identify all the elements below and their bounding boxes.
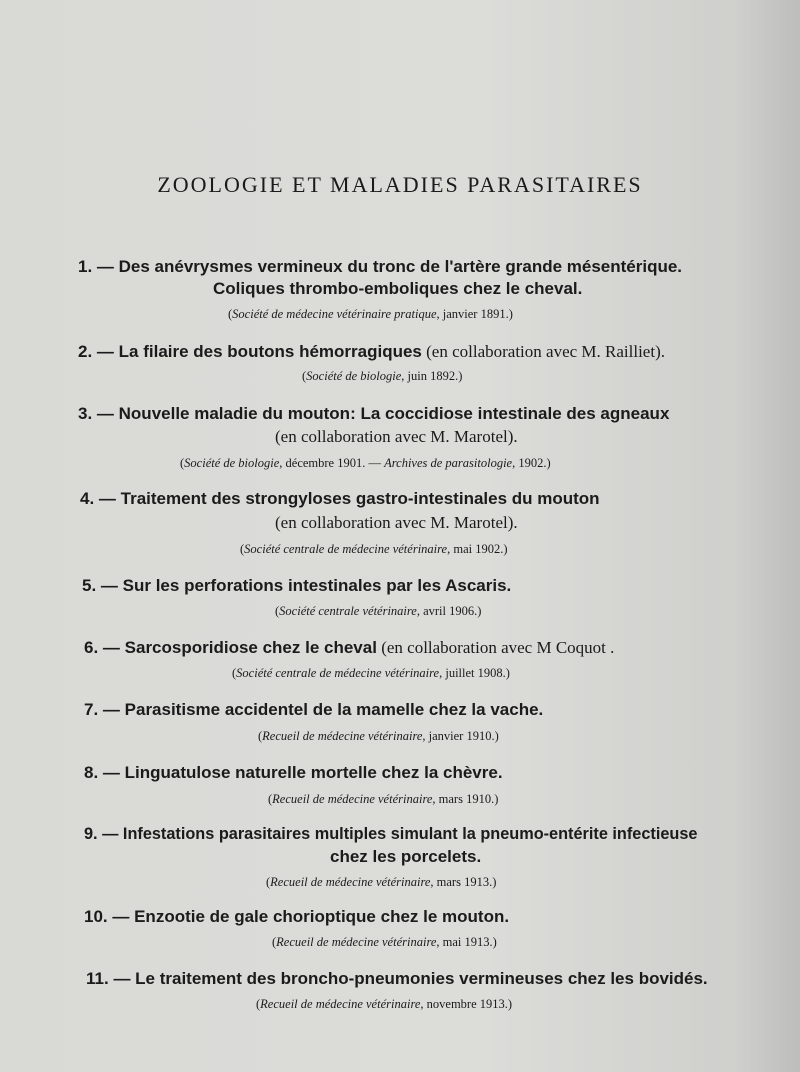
entry-11-title-line-1: 11. — Le traitement des broncho-pneumonies vermineuses chez les bovidés. — [86, 969, 708, 988]
entry-2-title-line-1: 2. — La filaire des boutons hémorragiques (en collaboration avec M. Railliet). — [78, 342, 665, 361]
entry-3-title-line-1: 3. — Nouvelle maladie du mouton: La coccidiose intestinale des agneaux — [78, 404, 670, 423]
entry-number: 8. — [84, 763, 99, 782]
entry-3-title-line-2: (en collaboration avec M. Marotel). — [275, 427, 518, 446]
entry-4-title-line-1: 4. — Traitement des strongyloses gastro-intestinales du mouton — [80, 489, 600, 508]
entry-5-reference: (Société centrale vétérinaire, avril 1906.) — [275, 604, 482, 618]
entry-number: 5. — [82, 576, 97, 595]
section-title: ZOOLOGIE ET MALADIES PARASITAIRES — [157, 172, 643, 197]
entry-number: 4. — [80, 489, 95, 508]
entry-number: 7. — [84, 700, 99, 719]
entry-3-reference: (Société de biologie, décembre 1901. — Archives de parasitologie, 1902.) — [180, 456, 551, 470]
entry-1-reference: (Société de médecine vétérinaire pratique, janvier 1891.) — [228, 307, 513, 321]
entry-9-reference: (Recueil de médecine vétérinaire, mars 1913.) — [266, 875, 497, 889]
entry-number: 1. — [78, 257, 93, 276]
entry-number: 9. — [84, 825, 98, 843]
entry-number: 6. — [84, 638, 99, 657]
entry-4-reference: (Société centrale de médecine vétérinaire, mai 1902.) — [240, 542, 508, 556]
entry-number: 2. — [78, 342, 93, 361]
entry-1-title-line-1: 1. — Des anévrysmes vermineux du tronc de l'artère grande mésentérique. — [78, 257, 683, 276]
entry-8-title-line-1: 8. — Linguatulose naturelle mortelle chez la chèvre. — [84, 763, 503, 782]
entry-10-title-line-1: 10. — Enzootie de gale chorioptique chez le mouton. — [84, 907, 510, 926]
entry-7-reference: (Recueil de médecine vétérinaire, janvier 1910.) — [258, 729, 499, 743]
entry-7-title-line-1: 7. — Parasitisme accidentel de la mamelle chez la vache. — [84, 700, 544, 719]
entry-9-title-line-2: chez les porcelets. — [330, 847, 482, 866]
entry-2-reference: (Société de biologie, juin 1892.) — [302, 369, 463, 383]
entry-number: 3. — [78, 404, 93, 423]
entry-5-title-line-1: 5. — Sur les perforations intestinales par les Ascaris. — [82, 576, 512, 595]
entry-6-title-line-1: 6. — Sarcosporidiose chez le cheval (en collaboration avec M Coquot . — [84, 638, 615, 657]
entry-8-reference: (Recueil de médecine vétérinaire, mars 1910.) — [268, 792, 499, 806]
entry-10-reference: (Recueil de médecine vétérinaire, mai 1913.) — [272, 935, 497, 949]
entry-11-reference: (Recueil de médecine vétérinaire, novembre 1913.) — [256, 997, 513, 1011]
entry-6-reference: (Société centrale de médecine vétérinaire, juillet 1908.) — [232, 666, 510, 680]
entry-number: 10. — [84, 907, 108, 926]
entry-1-title-line-2: Coliques thrombo-emboliques chez le cheval. — [213, 279, 583, 298]
entry-4-title-line-2: (en collaboration avec M. Marotel). — [275, 513, 518, 532]
entry-number: 11. — [86, 969, 109, 988]
entry-9-title-line-1: 9. — Infestations parasitaires multiples simulant la pneumo-entérite infectieuse — [84, 825, 698, 843]
